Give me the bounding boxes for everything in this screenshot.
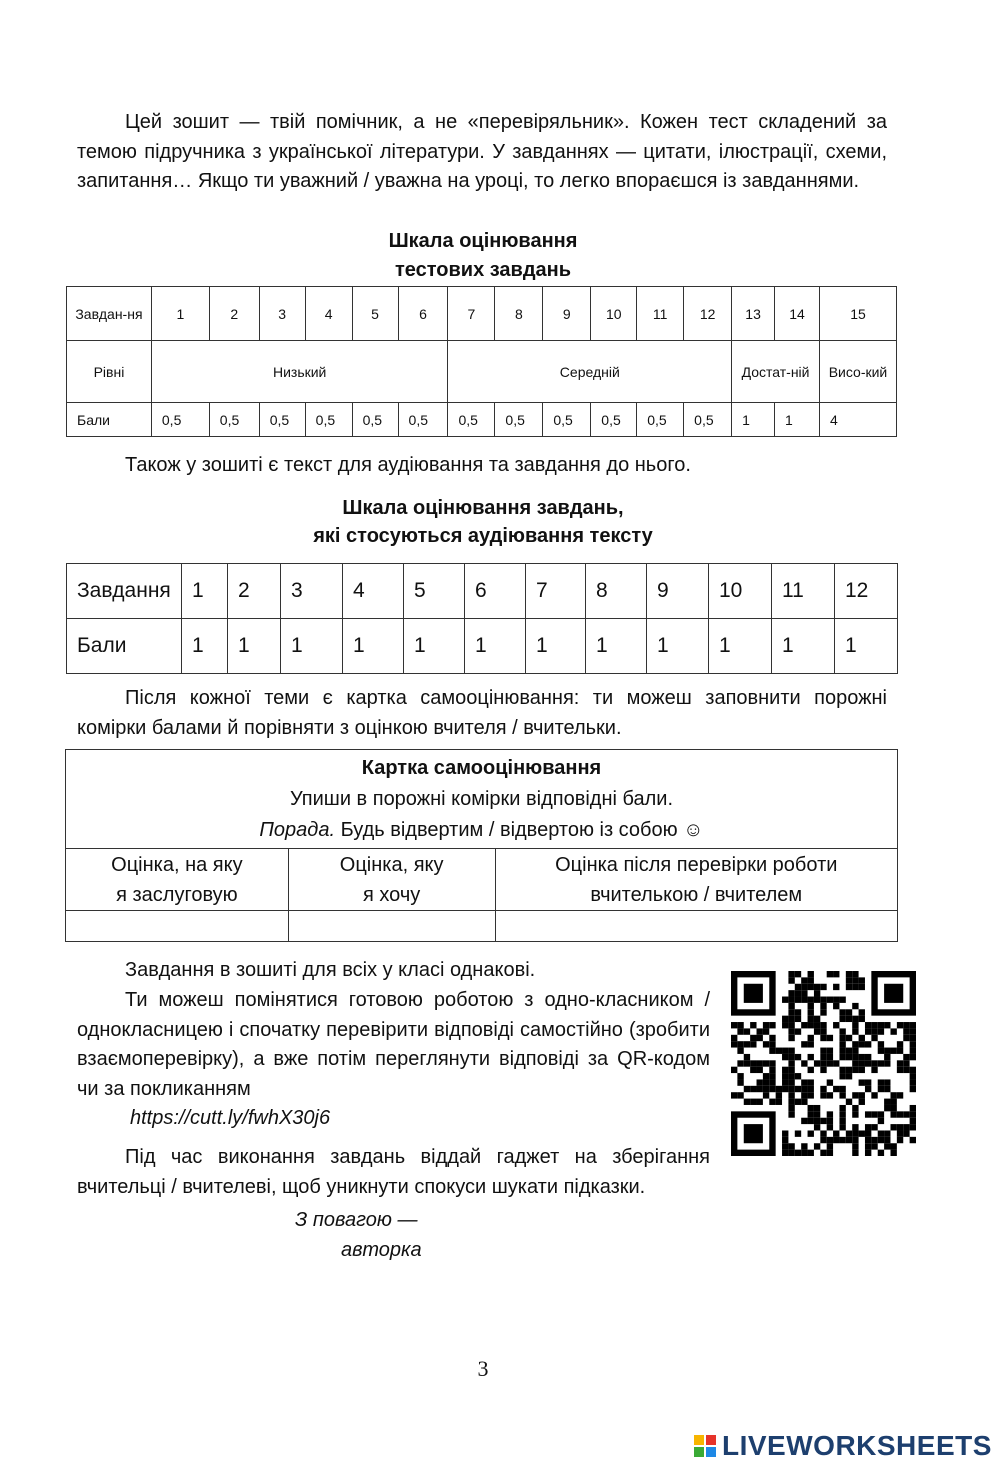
test-scale-table	[66, 286, 897, 437]
audio-task-row-label: Завдання	[67, 564, 182, 619]
test-task-points: 0,5	[151, 403, 209, 437]
test-task-points: 0,5	[684, 403, 732, 437]
test-task-points: 0,5	[352, 403, 398, 437]
test-task-number: 11	[637, 287, 684, 341]
audio-task-points: 1	[281, 619, 343, 674]
tip-label: Порада.	[259, 818, 336, 841]
signature-line1: З повагою —	[295, 1209, 418, 1231]
audio-task-points: 1	[586, 619, 647, 674]
card-tip	[66, 815, 897, 846]
test-task-number: 5	[352, 287, 398, 341]
brand-mark-icon	[694, 1435, 716, 1457]
test-scale-title-line2: тестових завдань	[394, 259, 572, 281]
audio-task-points: 1	[526, 619, 586, 674]
audio-task-points: 1	[343, 619, 404, 674]
answers-link[interactable]: https://cutt.ly/fwhX30j6	[130, 1107, 331, 1129]
teacher-score-cell[interactable]	[495, 911, 897, 942]
test-task-number: 13	[732, 287, 775, 341]
test-task-number: 6	[398, 287, 448, 341]
audio-points-row-label: Бали	[67, 619, 182, 674]
test-task-points: 0,5	[591, 403, 637, 437]
test-task-number: 7	[448, 287, 495, 341]
level-mid: Середній	[448, 341, 732, 403]
audio-task-number: 10	[709, 564, 772, 619]
audio-task-points: 1	[465, 619, 526, 674]
tip-text: Будь відвертим / відвертою із собою ☺	[335, 818, 704, 841]
card-header	[66, 750, 898, 849]
test-task-number: 1	[151, 287, 209, 341]
test-task-number: 4	[305, 287, 352, 341]
audio-task-number: 8	[586, 564, 647, 619]
swap-paragraph: Ти можеш помінятися готовою роботою з одно-класником / однокласницею і спочатку перевірити відповіді самостійно (зробити взаємоперевірку), а вже потім переглянути відповіді за QR-кодом чи за покликанням	[77, 989, 710, 1100]
test-task-number: 9	[543, 287, 591, 341]
level-high: Висо-кий	[819, 341, 896, 403]
audio-task-number: 12	[835, 564, 898, 619]
audio-task-points: 1	[835, 619, 898, 674]
self-assessment-paragraph: Після кожної теми є картка самооцінювання: ти можеш заповнити порожні комірки балами й порівняти з оцінкою вчителя / вчительки.	[77, 687, 887, 739]
test-task-number: 15	[819, 287, 896, 341]
test-task-number: 10	[591, 287, 637, 341]
test-tasks-row	[67, 287, 897, 341]
audio-task-number: 7	[526, 564, 586, 619]
level-low: Низький	[151, 341, 448, 403]
test-task-points: 0,5	[637, 403, 684, 437]
test-task-points: 0,5	[259, 403, 305, 437]
audio-tasks-row	[67, 564, 898, 619]
test-levels-row	[67, 341, 897, 403]
audio-task-number: 4	[343, 564, 404, 619]
card-title: Картка самооцінювання	[361, 756, 602, 779]
audio-task-number: 2	[228, 564, 281, 619]
same-tasks-paragraph: Завдання в зошиті для всіх у класі однакові.	[125, 959, 536, 981]
audio-task-number: 5	[404, 564, 465, 619]
self-assessment-card	[65, 749, 898, 942]
audio-task-points: 1	[709, 619, 772, 674]
test-task-number: 12	[684, 287, 732, 341]
brand-name: LIVEWORKSHEETS	[722, 1430, 992, 1461]
audio-task-number: 3	[281, 564, 343, 619]
audio-task-points: 1	[772, 619, 835, 674]
audio-task-number: 6	[465, 564, 526, 619]
test-task-points: 0,5	[543, 403, 591, 437]
wanted-score-cell[interactable]	[288, 911, 495, 942]
audio-paragraph: Також у зошиті є текст для аудіювання та завдання до нього.	[125, 454, 691, 476]
audio-task-points: 1	[182, 619, 228, 674]
audio-task-points: 1	[228, 619, 281, 674]
test-task-number: 2	[209, 287, 259, 341]
test-task-points: 0,5	[305, 403, 352, 437]
audio-points-row	[67, 619, 898, 674]
test-task-number: 14	[775, 287, 820, 341]
audio-scale-title-line1: Шкала оцінювання завдань,	[342, 497, 624, 519]
brand-logo	[694, 1426, 992, 1466]
col-wanted-header: Оцінка, яку я хочу	[288, 849, 495, 911]
qr-code-icon[interactable]	[731, 971, 916, 1156]
gadget-paragraph: Під час виконання завдань віддай гаджет на зберігання вчительці / вчителеві, щоб уникнути спокуси шукати підказки.	[77, 1146, 710, 1198]
audio-task-number: 9	[647, 564, 709, 619]
col-teacher-header: Оцінка після перевірки роботи вчителькою / вчителем	[495, 849, 897, 911]
test-points-row	[67, 403, 897, 437]
level-row-label: Рівні	[67, 341, 152, 403]
test-task-points: 1	[732, 403, 775, 437]
audio-task-number: 11	[772, 564, 835, 619]
level-sufficient: Достат-ній	[732, 341, 820, 403]
test-task-points: 0,5	[448, 403, 495, 437]
audio-scale-title-line2: які стосуються аудіювання тексту	[313, 525, 653, 547]
audio-task-number: 1	[182, 564, 228, 619]
audio-task-points: 1	[647, 619, 709, 674]
col-deserved-header: Оцінка, на яку я заслуговую	[66, 849, 289, 911]
signature-line2: авторка	[341, 1239, 422, 1261]
intro-paragraph: Цей зошит — твій помічник, а не «перевіряльник». Кожен тест складений за темою підручника з української літератури. У завданнях — цитати, ілюстрації, схеми, запитання… Якщо ти уважний / уважна на уроці, то легко впораєшся із завданнями.	[77, 111, 887, 192]
deserved-score-cell[interactable]	[66, 911, 289, 942]
test-task-points: 4	[819, 403, 896, 437]
test-task-points: 1	[775, 403, 820, 437]
page-number: 3	[477, 1356, 489, 1381]
test-task-points: 0,5	[495, 403, 543, 437]
task-row-label: Завдан-ня	[67, 287, 152, 341]
points-row-label: Бали	[67, 403, 152, 437]
test-task-points: 0,5	[398, 403, 448, 437]
test-task-points: 0,5	[209, 403, 259, 437]
test-task-number: 3	[259, 287, 305, 341]
card-instruction: Упиши в порожні комірки відповідні бали.	[289, 787, 674, 810]
audio-scale-table	[66, 563, 898, 674]
audio-task-points: 1	[404, 619, 465, 674]
test-scale-title-line1: Шкала оцінювання	[388, 230, 578, 252]
test-task-number: 8	[495, 287, 543, 341]
